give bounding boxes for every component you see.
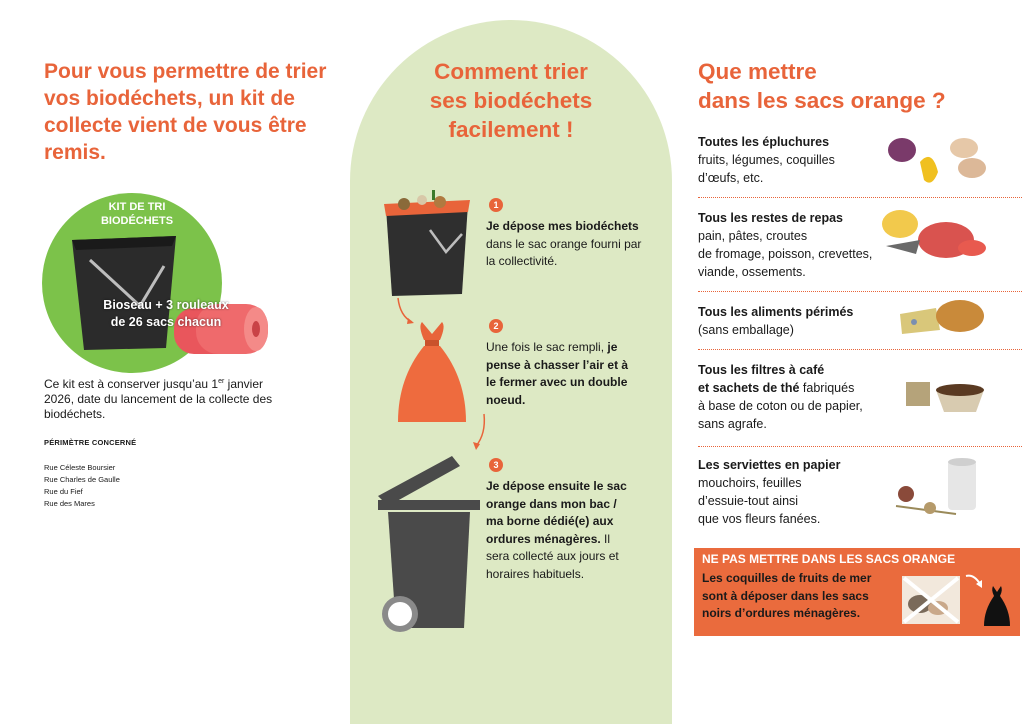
middle-title xyxy=(370,57,652,144)
item-5-line: mouchoirs, feuilles xyxy=(698,476,802,490)
meal-leftovers-icon xyxy=(876,204,996,276)
peelings-icon xyxy=(880,128,990,192)
kit-note-sup: er xyxy=(218,378,225,385)
paper-towel-icon xyxy=(886,456,990,530)
arrow-down-icon xyxy=(470,412,490,452)
step-2-bold: je pense à chasser l’air et à le fermer avec un double noeud. xyxy=(486,340,629,407)
item-3-line: (sans emballage) xyxy=(698,323,794,337)
step-number-2: 2 xyxy=(489,319,503,333)
item-2-line: de fromage, poisson, crevettes, xyxy=(698,247,873,261)
step-2-text xyxy=(486,339,636,409)
step-number-1: 1 xyxy=(489,198,503,212)
kit-note xyxy=(44,374,294,422)
street-item: Rue Céleste Boursier xyxy=(44,463,116,472)
street-item: Rue Charles de Gaulle xyxy=(44,475,120,484)
kit-title-line2: BIODÉCHETS xyxy=(100,215,174,227)
left-title: Pour vous permettre de trier vos biodéchets, un kit de collecte vient de vous être remis. xyxy=(44,60,327,164)
item-5-line: que vos fleurs fanées. xyxy=(698,512,821,526)
middle-title-line2: ses biodéchets xyxy=(429,88,593,113)
separator xyxy=(698,349,1022,350)
item-2-title: Tous les restes de repas xyxy=(698,211,843,225)
seafood-crossed-icon xyxy=(898,572,964,628)
item-4-line: à base de coton ou de papier, xyxy=(698,399,863,413)
step-3-bold: Je dépose ensuite le sac orange dans mon bac / ma borne dédié(e) aux ordures ménagères. xyxy=(486,479,627,546)
warning-text: Les coquilles de fruits de mer sont à déposer dans les sacs noirs d’ordures ménagères. xyxy=(702,571,872,620)
right-title-line2: dans les sacs orange ? xyxy=(698,88,946,113)
item-2-line: viande, ossements. xyxy=(698,265,806,279)
kit-caption-line1: Bioseau + 3 rouleaux xyxy=(103,298,229,312)
kit-caption-line2: de 26 sacs chacun xyxy=(110,315,222,329)
black-bag-icon xyxy=(982,584,1012,628)
perimetre-title: PÉRIMÈTRE CONCERNÉ xyxy=(44,438,137,447)
orange-bag-icon xyxy=(394,318,470,428)
street-item: Rue du Fief xyxy=(44,487,83,496)
item-3-title: Tous les aliments périmés xyxy=(698,305,854,319)
kit-title-line1: KIT DE TRI xyxy=(108,201,166,213)
step-1-rest: dans le sac orange fourni par la collectivité. xyxy=(486,236,642,268)
right-title-line1: Que mettre xyxy=(698,59,817,84)
item-4-title: Tous les filtres à café xyxy=(698,363,825,377)
step-number-3: 3 xyxy=(489,458,503,472)
item-1-line: fruits, légumes, coquilles xyxy=(698,153,835,167)
separator xyxy=(698,446,1022,447)
street-list xyxy=(44,462,120,510)
kit-note-part1: Ce kit est à conserver jusqu’au 1 xyxy=(44,377,219,391)
middle-title-line1: Comment trier xyxy=(434,59,588,84)
item-1-line: d’œufs, etc. xyxy=(698,171,764,185)
step-1-text xyxy=(486,218,646,271)
item-4-bold2: et sachets de thé xyxy=(698,381,800,395)
bioseau-filled-icon xyxy=(382,186,472,298)
separator xyxy=(698,197,1022,198)
item-1-title: Toutes les épluchures xyxy=(698,135,830,149)
separator xyxy=(698,291,1022,292)
coffee-filter-icon xyxy=(896,360,992,422)
item-5-line: d’essuie-tout ainsi xyxy=(698,494,799,508)
item-2-line: pain, pâtes, croutes xyxy=(698,229,808,243)
kit-caption xyxy=(86,297,246,331)
street-item: Rue des Mares xyxy=(44,499,95,508)
kit-title xyxy=(72,200,202,228)
expired-food-icon xyxy=(896,294,990,340)
right-title xyxy=(698,57,1008,115)
bioseau-icon xyxy=(68,226,183,356)
step-3-rest: Il sera collecté aux jours et horaires habituels. xyxy=(486,531,619,581)
step-3-text xyxy=(486,478,636,583)
warning-title: NE PAS METTRE DANS LES SACS ORANGE xyxy=(702,552,956,566)
middle-title-line3: facilement ! xyxy=(448,117,574,142)
kit-note-part2: janvier 2026, date du lancement de la collecte des biodéchets. xyxy=(44,377,273,421)
step-2-pre: Une fois le sac rempli, xyxy=(486,340,608,354)
item-4-line: sans agrafe. xyxy=(698,417,767,431)
wheelie-bin-icon xyxy=(374,452,484,637)
step-1-bold: Je dépose mes biodéchets xyxy=(486,219,639,233)
item-4-rest: fabriqués xyxy=(799,381,855,395)
item-5-title: Les serviettes en papier xyxy=(698,458,841,472)
